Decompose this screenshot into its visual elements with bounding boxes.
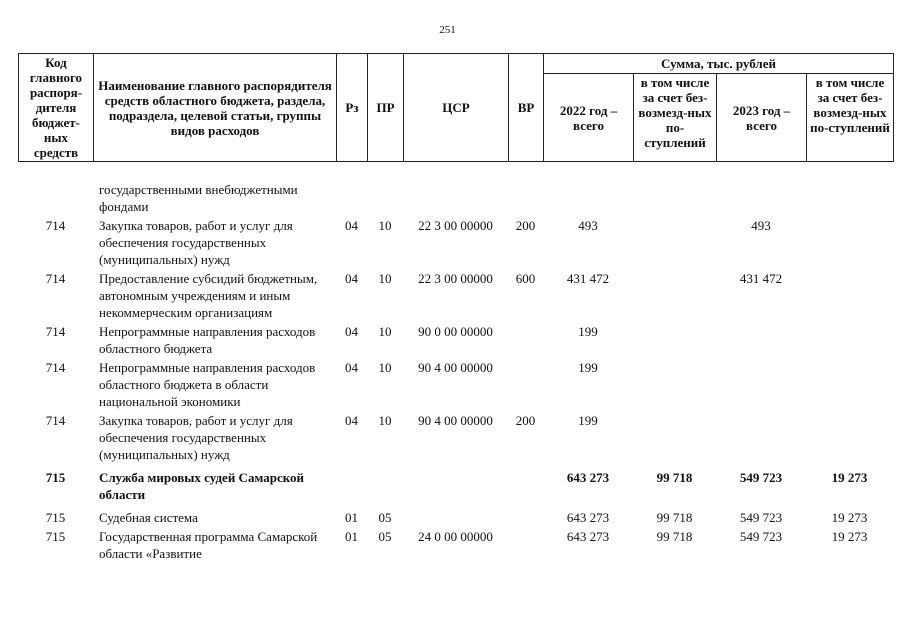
cell-rz: 01 [345, 510, 358, 525]
header-rz: Рз [337, 54, 368, 162]
table-row [18, 503, 893, 526]
header-sum-group: Сумма, тыс. рублей [544, 54, 894, 74]
header-2022-total: 2022 год – всего [544, 74, 634, 162]
cell-code: 715 [45, 529, 66, 544]
cell-rz: 04 [345, 218, 358, 233]
cell-rz: 04 [345, 360, 358, 375]
cell-csr: 90 0 00 00000 [418, 324, 493, 339]
cell-code: 715 [45, 510, 66, 525]
cell-code: 714 [45, 413, 66, 428]
cell-pr: 10 [378, 271, 392, 286]
cell-2022-free [633, 181, 716, 215]
header-code: Код главного распоря-дителя бюджет-ных средств [19, 54, 94, 162]
cell-code: 714 [45, 218, 66, 233]
table-body [18, 181, 893, 562]
cell-2022-total: 199 [578, 413, 598, 428]
cell-2023-free [806, 321, 893, 357]
cell-name: Государственная программа Самарской области «Развитие [99, 529, 318, 561]
cell-2022-total: 431 472 [566, 271, 610, 286]
cell-csr: 22 3 00 00000 [418, 218, 493, 233]
cell-pr: 10 [378, 360, 392, 375]
header-csr: ЦСР [404, 54, 509, 162]
cell-2022-total [543, 181, 633, 215]
cell-code: 714 [45, 271, 66, 286]
cell-csr: 90 4 00 00000 [418, 360, 493, 375]
cell-csr: 24 0 00 00000 [418, 529, 493, 544]
cell-2022-total: 493 [578, 218, 598, 233]
table-row [18, 321, 893, 357]
cell-2023-free [806, 181, 893, 215]
header-2023-free: в том числе за счет без-возмезд-ных по-ступлений [807, 74, 894, 162]
table-row [18, 410, 893, 463]
cell-vr: 200 [515, 218, 536, 233]
header-2022-free: в том числе за счет без-возмезд-ных по-ступлений [634, 74, 717, 162]
table-row [18, 181, 893, 215]
cell-code: 714 [45, 324, 66, 339]
header-vr: ВР [509, 54, 544, 162]
cell-2022-total: 643 273 [566, 529, 610, 544]
cell-vr [508, 357, 543, 410]
cell-2023-total: 549 723 [739, 529, 783, 544]
cell-2023-free [806, 268, 893, 321]
cell-vr [508, 503, 543, 526]
cell-vr [508, 526, 543, 562]
cell-pr: 05 [378, 510, 392, 525]
cell-csr [403, 463, 508, 503]
cell-2022-free [633, 268, 716, 321]
cell-name: Служба мировых судей Самарской области [99, 470, 305, 502]
cell-vr [508, 321, 543, 357]
cell-csr: 22 3 00 00000 [418, 271, 493, 286]
cell-name: Непрограммные направления расходов областного бюджета [99, 324, 316, 356]
cell-rz: 01 [345, 529, 358, 544]
cell-vr [508, 181, 543, 215]
cell-name: Предоставление субсидий бюджетным, автономным учреждениям и иным некоммерческим организациям [99, 271, 318, 320]
cell-2023-free [806, 410, 893, 463]
cell-2023-total [716, 357, 806, 410]
cell-2023-total [716, 410, 806, 463]
cell-vr: 200 [515, 413, 536, 428]
cell-pr: 10 [378, 218, 392, 233]
cell-2022-free [633, 410, 716, 463]
cell-2023-free: 19 273 [831, 510, 868, 525]
cell-rz: 04 [345, 413, 358, 428]
cell-name: Судебная система [99, 510, 198, 525]
cell-2023-free [806, 215, 893, 268]
cell-name: государственными внебюджетными фондами [99, 182, 298, 214]
cell-2022-free [633, 357, 716, 410]
cell-csr: 90 4 00 00000 [418, 413, 493, 428]
cell-2022-free: 99 718 [656, 529, 693, 544]
cell-rz [336, 181, 367, 215]
cell-vr [508, 463, 543, 503]
cell-2023-free: 19 273 [831, 529, 868, 544]
cell-2022-total: 643 273 [566, 510, 610, 525]
header-name: Наименование главного распорядителя средств областного бюджета, раздела, подраздела, целевой статьи, группы видов расходов [94, 54, 337, 162]
cell-csr [403, 503, 508, 526]
cell-pr: 10 [378, 324, 392, 339]
cell-name: Закупка товаров, работ и услуг для обеспечения государственных (муниципальных) нужд [99, 413, 293, 462]
cell-rz [336, 463, 367, 503]
cell-2023-free: 19 273 [831, 470, 868, 485]
cell-2022-free [633, 321, 716, 357]
table-row [18, 268, 893, 321]
cell-pr: 05 [378, 529, 392, 544]
cell-code: 714 [45, 360, 66, 375]
cell-pr [367, 181, 403, 215]
header-2023-total: 2023 год – всего [717, 74, 807, 162]
cell-2023-total: 549 723 [739, 510, 783, 525]
cell-2022-free: 99 718 [656, 510, 693, 525]
cell-name: Закупка товаров, работ и услуг для обеспечения государственных (муниципальных) нужд [99, 218, 293, 267]
cell-2023-total [716, 321, 806, 357]
table-row [18, 526, 893, 562]
cell-vr: 600 [515, 271, 536, 286]
cell-2023-total [716, 181, 806, 215]
cell-2022-total: 643 273 [566, 470, 610, 485]
cell-rz: 04 [345, 271, 358, 286]
header-pr: ПР [368, 54, 404, 162]
cell-2023-free [806, 357, 893, 410]
table-row [18, 215, 893, 268]
cell-pr [367, 463, 403, 503]
table-row [18, 463, 893, 503]
cell-csr [403, 181, 508, 215]
cell-2023-total: 549 723 [739, 470, 783, 485]
cell-code: 715 [45, 470, 66, 485]
cell-2022-total: 199 [578, 324, 598, 339]
cell-2022-total: 199 [578, 360, 598, 375]
table-header [18, 53, 894, 162]
table-row [18, 357, 893, 410]
cell-rz: 04 [345, 324, 358, 339]
cell-name: Непрограммные направления расходов областного бюджета в области национальной экономики [99, 360, 316, 409]
cell-code [18, 181, 93, 215]
cell-2022-free: 99 718 [656, 470, 693, 485]
page-number: 251 [439, 24, 456, 36]
cell-2022-free [633, 215, 716, 268]
cell-pr: 10 [378, 413, 392, 428]
cell-2023-total: 431 472 [739, 271, 783, 286]
cell-2023-total: 493 [751, 218, 771, 233]
